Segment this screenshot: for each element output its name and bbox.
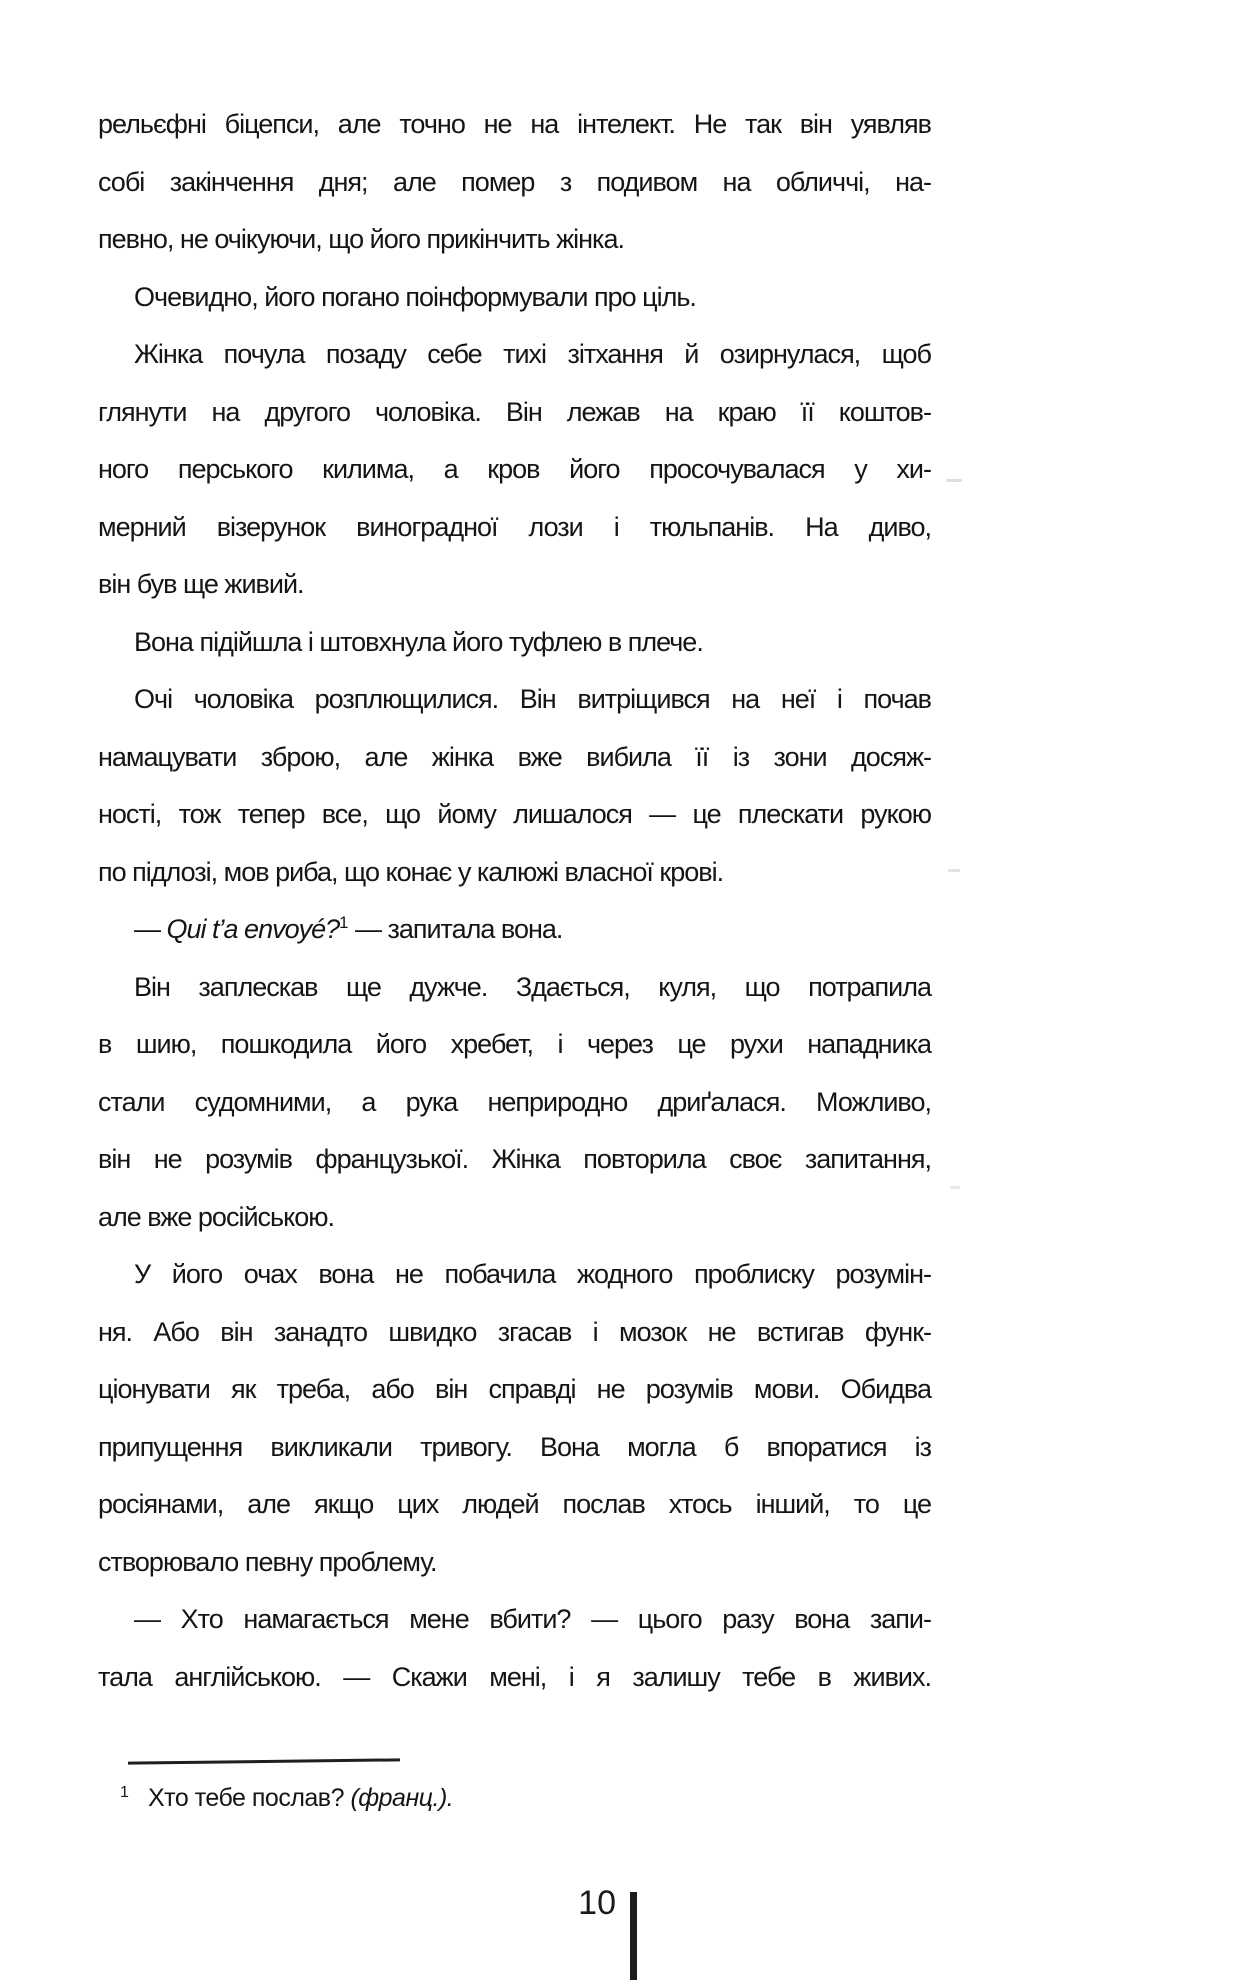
text-line: але вже російською.	[98, 1201, 334, 1232]
footnote-separator	[128, 1758, 400, 1764]
paragraph	[98, 959, 931, 1247]
text-line: певно, не очікуючи, що його прикінчить жінка.	[98, 224, 624, 254]
scan-artifact	[950, 1186, 960, 1189]
text-line: Очі чоловіка розплющилися. Він витріщився на неї і почав	[134, 684, 931, 714]
page-number-divider	[630, 1892, 637, 1980]
dialogue-line	[98, 901, 931, 959]
footnote: 1 Хто тебе послав? (франц.).	[120, 1783, 454, 1812]
text-line: тала англійською. — Скажи мені, і я залишу тебе в живих.	[98, 1661, 931, 1692]
text-line: У його очах вона не побачила жодного проблиску розумін-	[134, 1259, 931, 1289]
text-line: Вона підійшла і штовхнула його туфлею в плече.	[134, 626, 703, 657]
text-line: Жінка почула позаду себе тихі зітхання й озирнулася, щоб	[134, 339, 931, 369]
text-line: він не розумів французької. Жінка повторила своє запитання,	[98, 1144, 931, 1174]
footnote-text: Хто тебе послав?	[148, 1784, 351, 1812]
text-line: Він заплескав ще дужче. Здається, куля, що потрапила	[134, 971, 931, 1002]
dialogue-dash: —	[134, 914, 167, 944]
paragraph	[98, 1591, 931, 1706]
text-line: рельєфні біцепси, але точно не на інтелект. Не так він уявляв	[98, 109, 931, 139]
text-line: він був ще живий.	[98, 569, 304, 599]
paragraph	[98, 901, 931, 959]
text-line: глянути на другого чоловіка. Він лежав на краю її коштов-	[98, 396, 931, 427]
footnote-language-note: (франц.).	[350, 1784, 454, 1812]
text-line: створювало певну проблему.	[98, 1546, 437, 1577]
text-line: ності, тож тепер все, що йому лишалося — це плескати рукою	[98, 799, 931, 829]
text-line: ня. Або він занадто швидко згасав і мозок не встигав функ-	[98, 1316, 931, 1347]
text-line: намацувати зброю, але жінка вже вибила її із зони досяж-	[98, 741, 931, 772]
paragraph	[98, 269, 931, 327]
paragraph	[98, 671, 931, 901]
scan-artifact	[946, 479, 962, 482]
page-text	[98, 96, 931, 1706]
dialogue-rest: — запитала вона.	[348, 914, 563, 944]
scan-artifact	[948, 869, 960, 872]
text-line: собі закінчення дня; але помер з подивом на обличчі, на-	[98, 166, 931, 197]
text-line: — Хто намагається мене вбити? — цього разу вона запи-	[134, 1604, 931, 1634]
text-line: в шию, пошкодила його хребет, і через це рухи нападника	[98, 1029, 931, 1059]
text-line: по підлозі, мов риба, що конає у калюжі власної крові.	[98, 856, 724, 887]
french-phrase-italic: Qui t’a envoyé?	[166, 914, 340, 944]
text-line: Очевидно, його погано поінформували про ціль.	[134, 281, 696, 312]
page-number: 10	[578, 1884, 616, 1922]
paragraph	[98, 326, 931, 614]
text-line: стали судомними, а рука неприродно дриґалася. Можливо,	[98, 1086, 931, 1117]
paragraph	[98, 96, 931, 269]
text-line: росіянами, але якщо цих людей послав хтось інший, то це	[98, 1489, 931, 1519]
text-line: ціонувати як треба, або він справді не розумів мови. Обидва	[98, 1374, 931, 1404]
footnote-ref-superscript: 1	[339, 913, 349, 932]
text-line: мерний візерунок виноградної лози і тюльпанів. На диво,	[98, 511, 931, 542]
text-line: ного перського килима, а кров його просочувалася у хи-	[98, 454, 931, 484]
text-line: припущення викликали тривогу. Вона могла б впоратися із	[98, 1431, 931, 1462]
paragraph	[98, 614, 931, 672]
paragraph	[98, 1246, 931, 1591]
